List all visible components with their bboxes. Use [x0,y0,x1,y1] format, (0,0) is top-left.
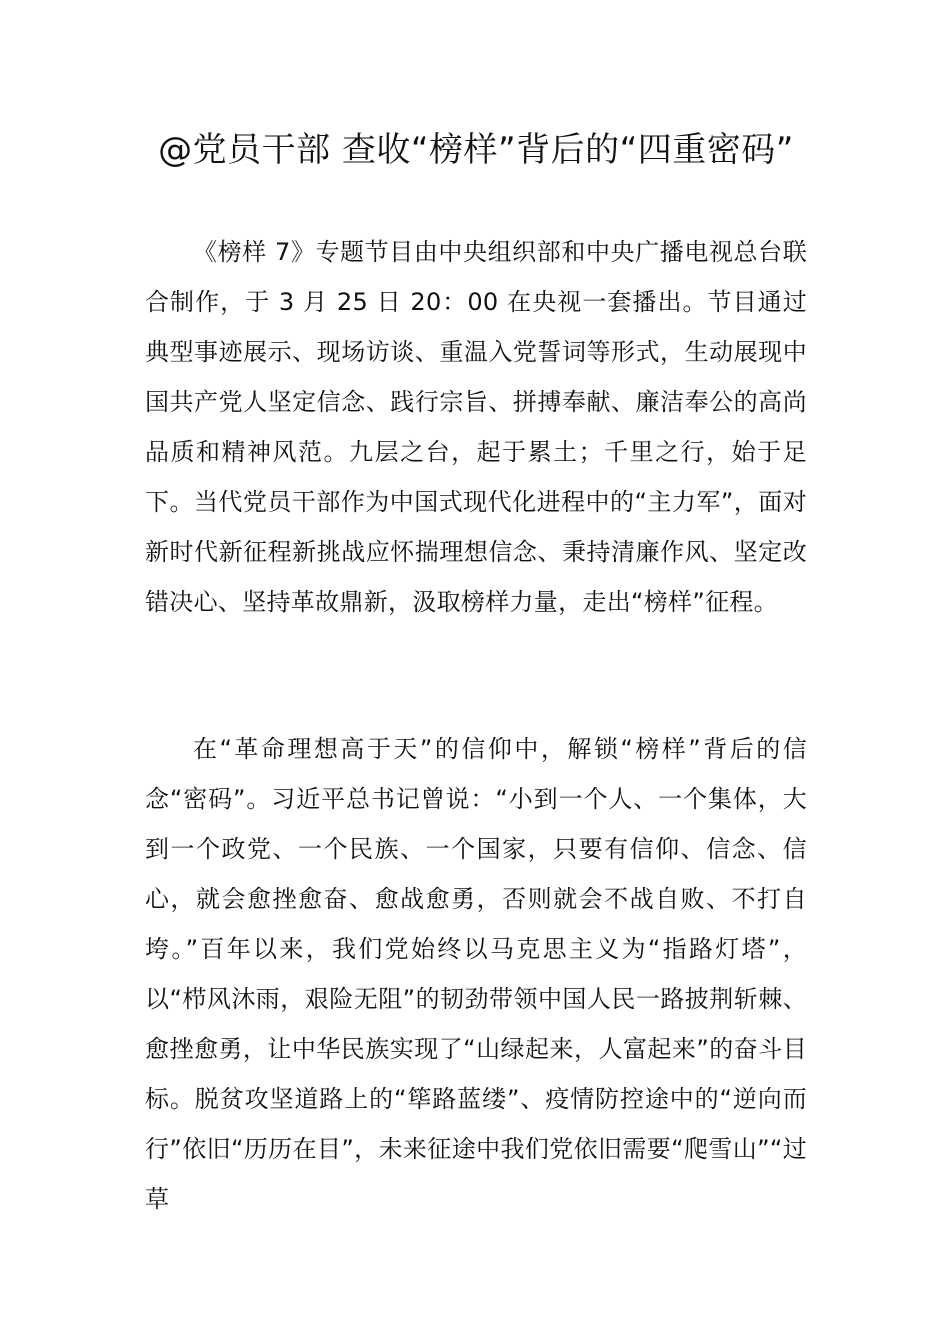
paragraph-1: 《榜样 7》专题节目由中央组织部和中央广播电视总台联合制作，于 3 月 25 日 20：00 在央视一套播出。节目通过典型事迹展示、现场访谈、重温入党誓词等形式，生动展现中国共产党人坚定信念、践行宗旨、拼搏奉献、廉洁奉公的高尚品质和精神风范。九层之台，起于累土；千里之行，始于足下。当代党员干部作为中国式现代化进程中的“主力军”，面对新时代新征程新挑战应怀揣理想信念、秉持清廉作风、坚定改错决心、坚持革故鼎新，汲取榜样力量，走出“榜样”征程。 [145,238,807,616]
document-title: @党员干部 查收“榜样”背后的“四重密码” [158,130,794,170]
paragraph-2: 在“革命理想高于天”的信仰中，解锁“榜样”背后的信念“密码”。习近平总书记曾说：“小到一个人、一个集体，大到一个政党、一个民族、一个国家，只要有信仰、信念、信心，就会愈挫愈奋、愈战愈勇，否则就会不战自败、不打自垮。”百年以来，我们党始终以马克思主义为“指路灯塔”，以“栉风沐雨，艰险无阻”的韧劲带领中国人民一路披荆斩棘、愈挫愈勇，让中华民族实现了“山绿起来，人富起来”的奋斗目标。脱贫攻坚道路上的“筚路蓝缕”、疫情防控途中的“逆向而行”依旧“历历在目”，未来征途中我们党依旧需要“爬雪山”“过草 [145,735,807,1213]
